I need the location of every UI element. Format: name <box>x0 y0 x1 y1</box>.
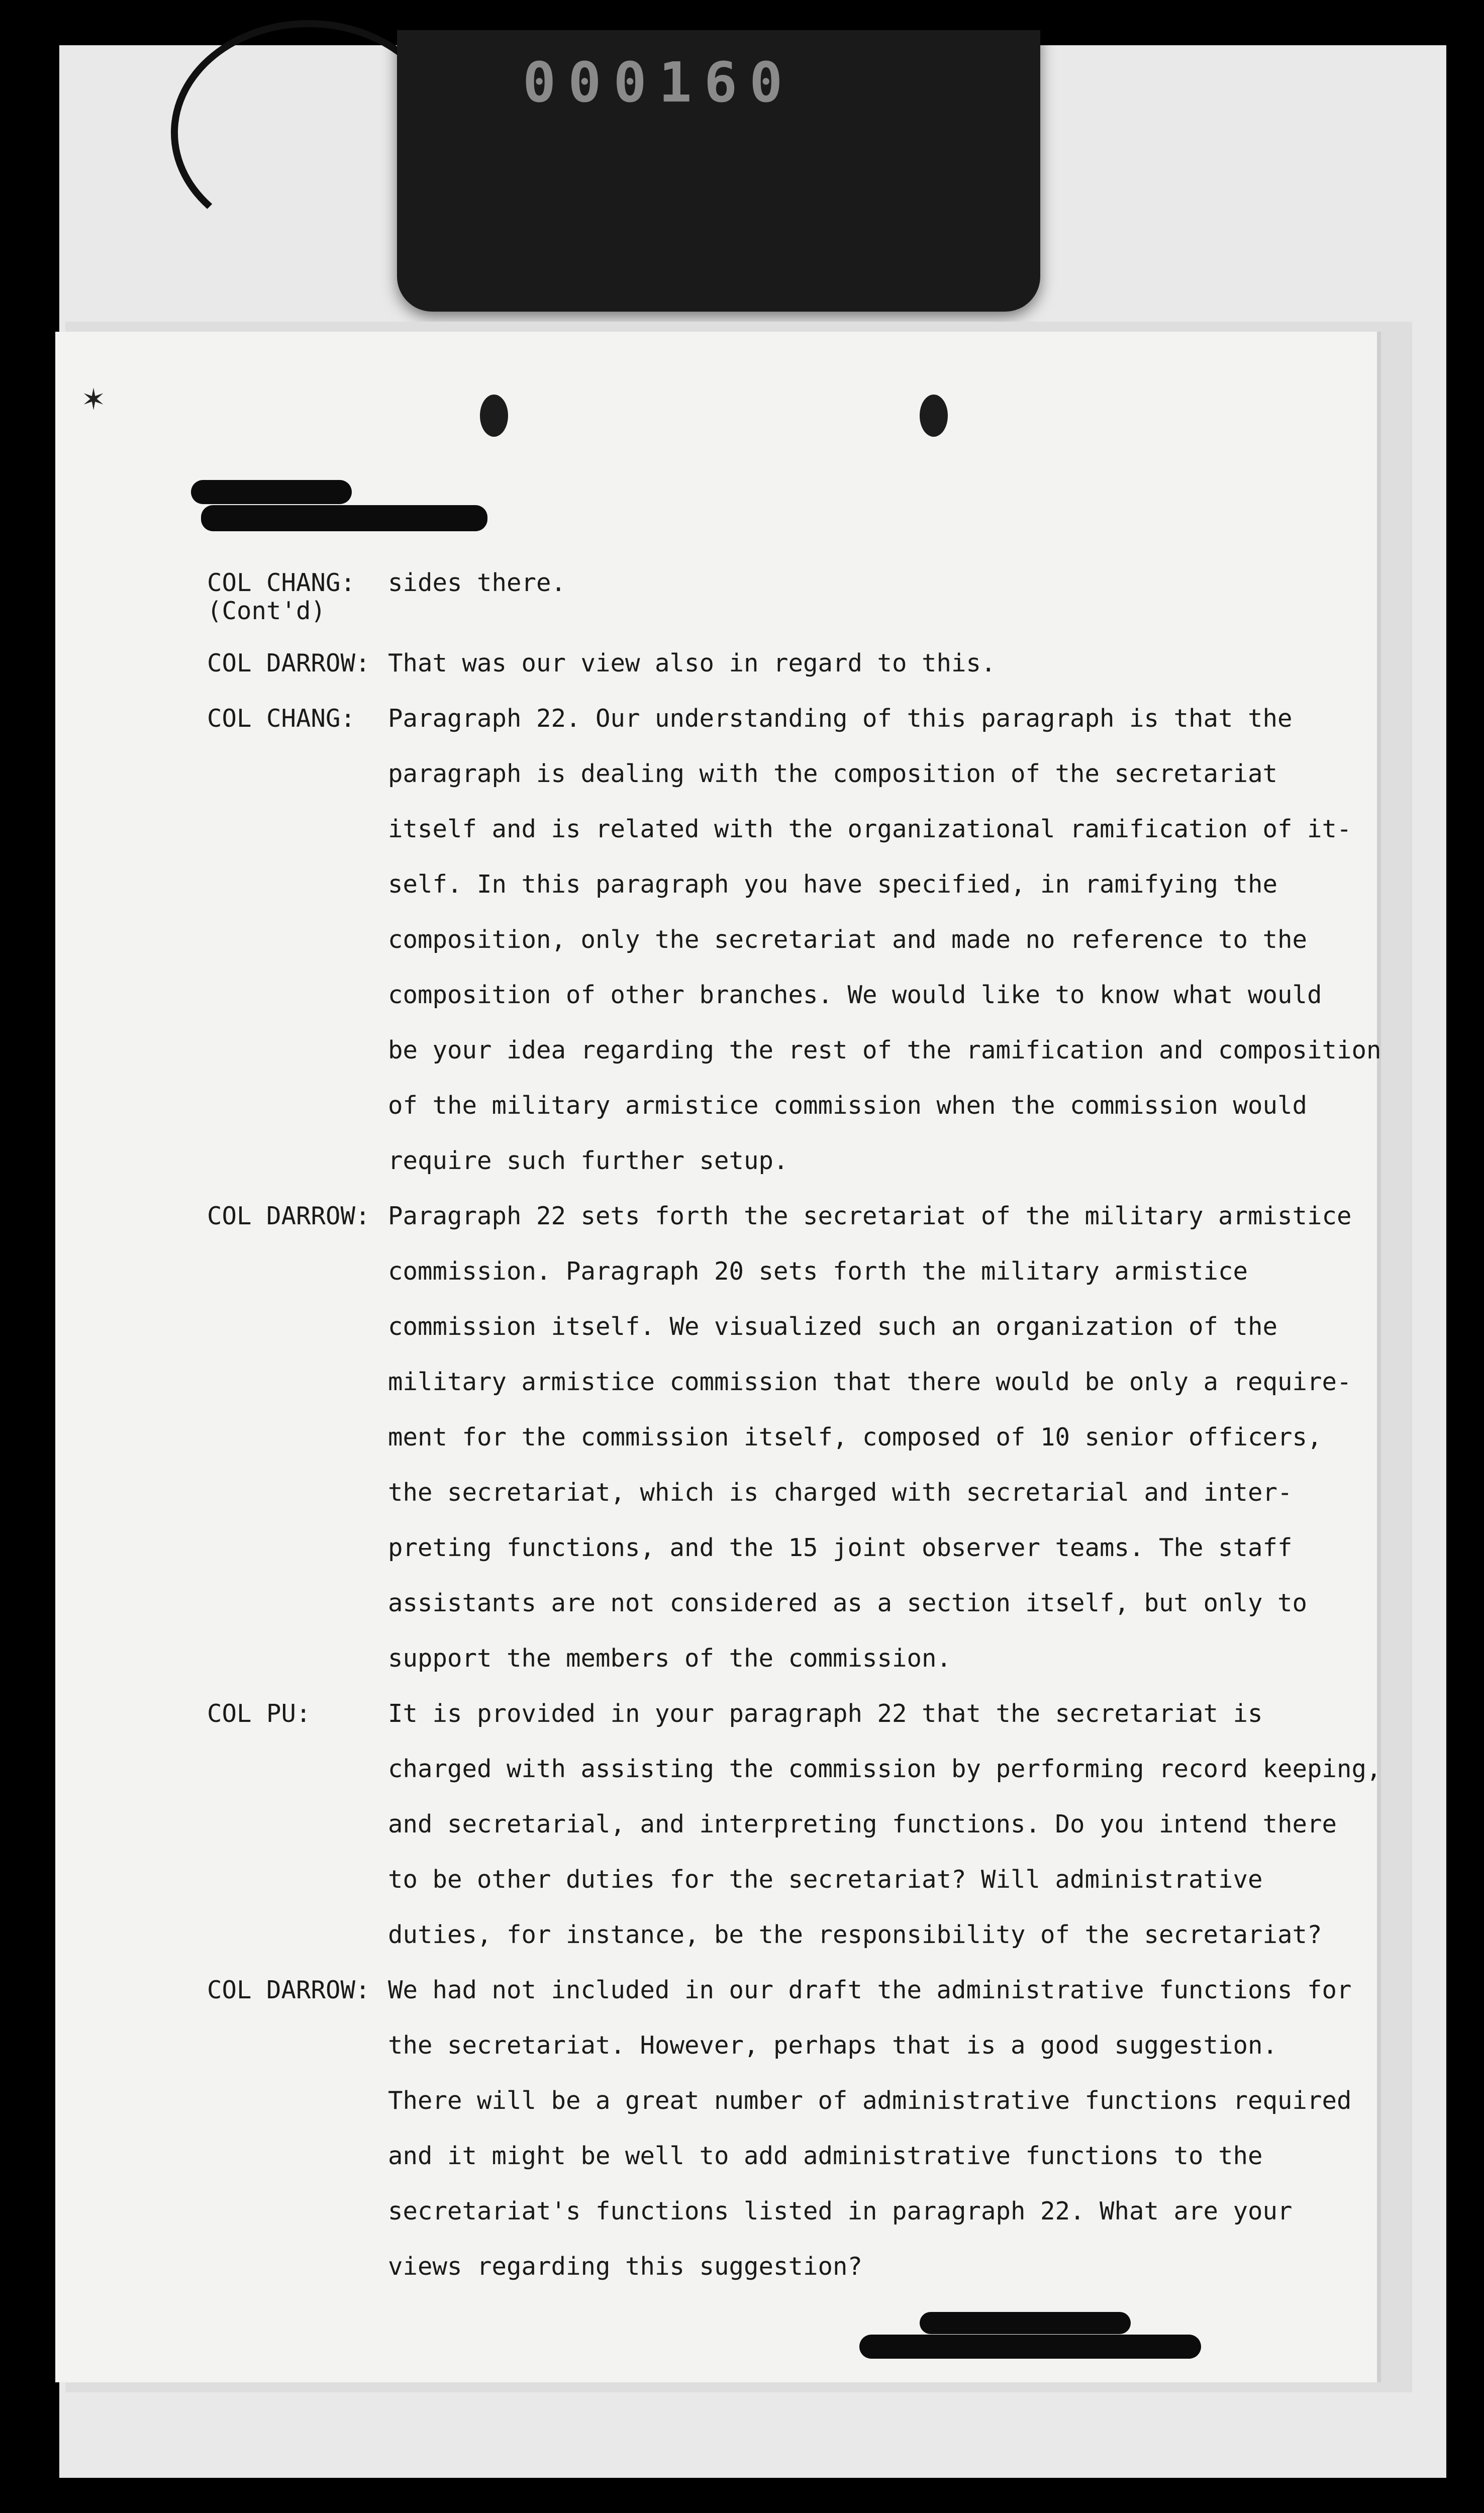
speech-line: and it might be well to add administrative functions to the <box>388 2142 1263 2170</box>
transcript-entry <box>207 1189 1363 1686</box>
redaction-bar <box>191 480 352 504</box>
speaker-label: COL CHANG: <box>207 704 356 733</box>
speech-line: views regarding this suggestion? <box>388 2252 863 2281</box>
speech-line: Paragraph 22. Our understanding of this paragraph is that the <box>388 704 1293 733</box>
speech-line: commission. Paragraph 20 sets forth the military armistice <box>388 1257 1248 1286</box>
speech-line: ment for the commission itself, composed of 10 senior officers, <box>388 1423 1322 1452</box>
transcript <box>207 555 1381 2294</box>
transcript-entry <box>207 636 1363 691</box>
speech-line: composition, only the secretariat and made no reference to the <box>388 925 1308 954</box>
speech-line: preting functions, and the 15 joint observer teams. The staff <box>388 1533 1293 1562</box>
speech-line: the secretariat, which is charged with secretarial and inter- <box>388 1478 1293 1507</box>
speech-line: support the members of the commission. <box>388 1644 952 1673</box>
speech-line: charged with assisting the commission by performing record keeping, <box>388 1755 1381 1783</box>
speech-line: the secretariat. However, perhaps that is a good suggestion. <box>388 2031 1278 2060</box>
speech-line: Paragraph 22 sets forth the secretariat of the military armistice <box>388 1202 1352 1230</box>
transcript-entry <box>207 691 1381 1189</box>
speaker-label: COL DARROW: <box>207 1976 370 2004</box>
speech-text <box>388 555 1363 636</box>
speech-line: require such further setup. <box>388 1146 788 1175</box>
speech-line: of the military armistice commission when the commission would <box>388 1091 1308 1120</box>
redaction-bar <box>859 2335 1201 2359</box>
punch-hole-left <box>480 395 508 437</box>
speech-text <box>388 691 1381 1189</box>
speech-line: That was our view also in regard to this. <box>388 649 996 678</box>
speech-line: composition of other branches. We would like to know what would <box>388 981 1322 1009</box>
speech-line: itself and is related with the organizational ramification of it- <box>388 815 1352 843</box>
speech-line: duties, for instance, be the responsibility of the secretariat? <box>388 1920 1322 1949</box>
transcript-entry <box>207 1963 1363 2294</box>
speech-line: paragraph is dealing with the composition of the secretariat <box>388 759 1278 788</box>
speech-text <box>388 636 1363 691</box>
speaker-label: COL PU: <box>207 1699 311 1728</box>
speaker-label: COL DARROW: <box>207 649 370 678</box>
speech-text <box>388 1686 1381 1963</box>
speech-line: There will be a great number of administrative functions required <box>388 2086 1352 2115</box>
speech-line: be your idea regarding the rest of the ramification and composition <box>388 1036 1381 1065</box>
speech-line: self. In this paragraph you have specified, in ramifying the <box>388 870 1278 899</box>
redaction-bar <box>201 505 487 531</box>
document-page <box>55 332 1381 2382</box>
speech-line: military armistice commission that there would be only a require- <box>388 1368 1352 1396</box>
speech-line: secretariat's functions listed in paragraph 22. What are your <box>388 2197 1293 2226</box>
speech-line: It is provided in your paragraph 22 that the secretariat is <box>388 1699 1263 1728</box>
speech-line: We had not included in our draft the administrative functions for <box>388 1976 1352 2004</box>
speech-line: sides there. <box>388 568 566 597</box>
speech-line: assistants are not considered as a section itself, but only to <box>388 1589 1308 1617</box>
ink-smudge: ✶ <box>83 377 105 418</box>
speaker-label: COL DARROW: <box>207 1202 370 1230</box>
redaction-bar <box>920 2312 1131 2334</box>
punch-hole-right <box>920 395 948 437</box>
frame-number: 000160 <box>523 50 795 115</box>
speech-line: and secretarial, and interpreting functions. Do you intend there <box>388 1810 1337 1839</box>
speaker-label: COL CHANG: (Cont'd) <box>207 568 356 625</box>
speech-line: commission itself. We visualized such an organization of the <box>388 1312 1278 1341</box>
speech-line: to be other duties for the secretariat? Will administrative <box>388 1865 1263 1894</box>
speech-text <box>388 1963 1363 2294</box>
speech-text <box>388 1189 1363 1686</box>
transcript-entry <box>207 555 1363 636</box>
transcript-entry <box>207 1686 1381 1963</box>
